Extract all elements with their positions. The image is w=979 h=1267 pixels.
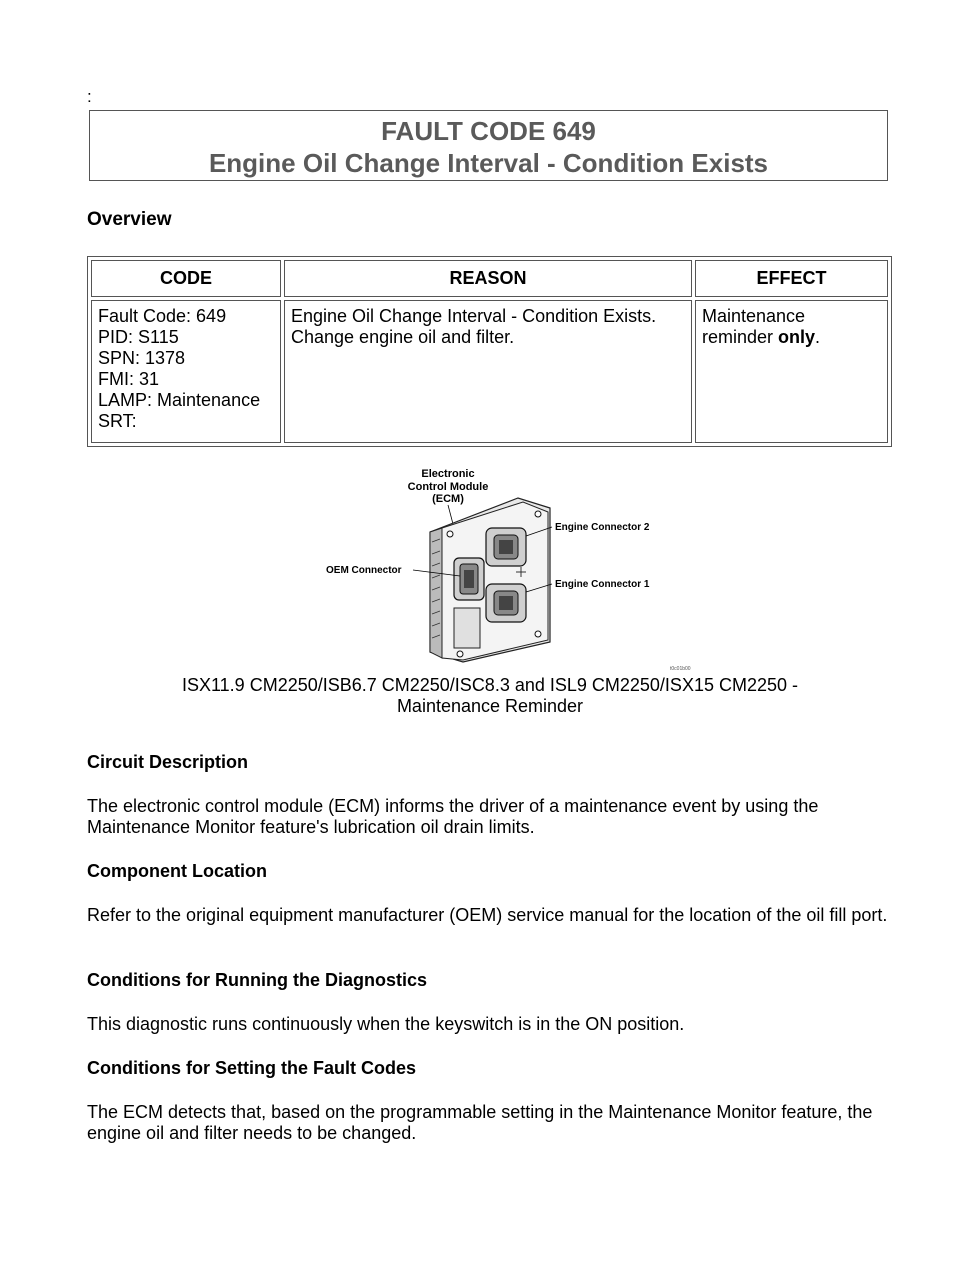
overview-heading: Overview xyxy=(87,209,172,230)
code-line: Fault Code: 649 xyxy=(98,306,227,326)
table-header-row xyxy=(91,260,888,297)
image-id: t0c01b00 xyxy=(670,666,691,672)
reason-cell xyxy=(284,300,692,443)
ecm-diagram xyxy=(318,462,708,674)
code-line: SRT: xyxy=(98,411,137,431)
code-line: PID: S115 xyxy=(98,327,179,347)
caption-line: Maintenance Reminder xyxy=(396,696,584,716)
page-subtitle: Engine Oil Change Interval - Condition Exists xyxy=(208,148,769,178)
engine-connector-2-label: Engine Connector 2 xyxy=(555,522,650,533)
fault-table xyxy=(87,256,892,447)
code-cell xyxy=(91,300,281,443)
effect-text: reminder xyxy=(702,327,779,347)
page-marker: : xyxy=(87,87,92,106)
code-line: LAMP: Maintenance xyxy=(98,390,261,410)
effect-emphasis: only xyxy=(778,327,816,347)
component-location-heading: Component Location xyxy=(87,861,267,881)
ecm-label-line3: (ECM) xyxy=(432,493,464,505)
component-location-text: Refer to the original equipment manufacturer (OEM) service manual for the location of the oil fill port. xyxy=(87,905,888,925)
ecm-illustration xyxy=(318,462,708,674)
effect-cell xyxy=(695,300,888,443)
ecm-label-line2: Control Module xyxy=(407,481,489,493)
effect-line: Maintenance xyxy=(702,306,806,326)
running-diagnostics-heading: Conditions for Running the Diagnostics xyxy=(87,970,427,990)
running-diagnostics-text: This diagnostic runs continuously when the keyswitch is in the ON position. xyxy=(87,1014,685,1034)
title-box xyxy=(89,110,888,181)
table-row xyxy=(91,300,888,443)
header-code: CODE xyxy=(91,260,281,297)
ecm-module xyxy=(430,498,550,662)
engine-connector-1-label: Engine Connector 1 xyxy=(555,579,650,590)
header-reason: REASON xyxy=(284,260,692,297)
code-line: SPN: 1378 xyxy=(98,348,186,368)
figure-caption xyxy=(140,675,840,717)
circuit-description-heading: Circuit Description xyxy=(87,752,249,772)
page-title: FAULT CODE 649 xyxy=(381,116,596,146)
oem-connector-label: OEM Connector xyxy=(326,565,402,576)
circuit-description-text: The electronic control module (ECM) informs the driver of a maintenance event by using the Maintenance Monitor feature's lubrication oil drain limits. xyxy=(87,796,819,837)
code-line: FMI: 31 xyxy=(98,369,160,389)
effect-punct: . xyxy=(815,327,821,347)
caption-line: ISX11.9 CM2250/ISB6.7 CM2250/ISC8.3 and ISL9 CM2250/ISX15 CM2250 - xyxy=(181,675,799,695)
ecm-leader-line xyxy=(448,505,453,524)
effect-line xyxy=(702,327,881,348)
reason-line: Change engine oil and filter. xyxy=(291,327,515,347)
ecm-label-line1: Electronic xyxy=(421,468,475,480)
header-effect: EFFECT xyxy=(695,260,888,297)
reason-line: Engine Oil Change Interval - Condition Exists. xyxy=(291,306,657,326)
setting-fault-codes-heading: Conditions for Setting the Fault Codes xyxy=(87,1058,416,1078)
setting-fault-codes-text: The ECM detects that, based on the programmable setting in the Maintenance Monitor feature, the engine oil and filter needs to be changed. xyxy=(87,1102,873,1143)
